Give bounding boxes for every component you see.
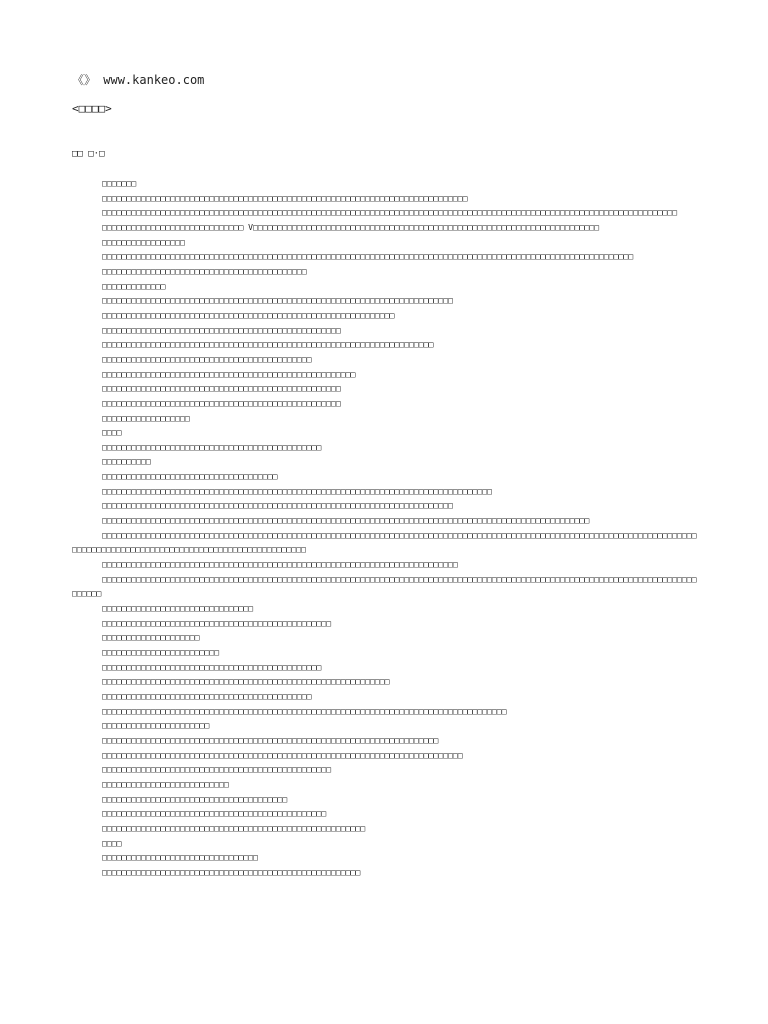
article-paragraph: □□□□□□□□□□□□□□□□□□□□□□□□□□□□□□□□□□□□□□□□□□□□□□□□□□□□□□□□□□□□□□□□□□□□□□□□ xyxy=(102,295,453,306)
article-paragraph: □□□□□□□□□□□□□□□□□□□□□□□□□□□□□□□□□□□□□□□□□□ xyxy=(102,265,307,276)
article-paragraph: □□□□□□□□□□□□□□□□□□□□□□□□□□□□□□□□□□□□□□□□□□□□□□□□□□□□□□□□□□□□□□□□□□□□□□□□□□□□□□□□□□□□□□□□□□□□□□□□□□□□□□□□□□□□□□□□□□□□□□□□□□□□□□□□□□□□□□□□□□□□□□□□□□□□□□□□□□□□□□□□□□□□□□□□□□ xyxy=(72,529,697,555)
article-paragraph: □□□□□□□□□□□□□□□□□□□□□□□□□□□□□□□□□□□□□□□□□□□□□□□□□□□□□□□□□□□□□□□□□□□□□□□□□ xyxy=(102,559,458,570)
article-paragraph: □□□□□□□□□□□□□□□□□□□□□□□□□□□□□□□□□□□□□□□□□□□□□□□□□□□□□□□□□□□□□□□□□□□□□ xyxy=(102,734,439,745)
site-logo-icon: 《》 xyxy=(72,73,97,87)
article-paragraph: □□□□□□□□□□□□□□□□□□□□□□□□□□□□□□□□□□□□□□□□□□□□□□□□□□□□□ xyxy=(102,866,361,877)
article-paragraph: □□□□□□□□□□□□□□□□□□□□□□□□□□□□□□□□□□□□□□ xyxy=(102,793,288,804)
article-paragraph: □□□□ xyxy=(102,427,122,438)
article-paragraph: □□□□□□□□□□□□□□□□□□□□□□□□□□□□□□□□□□□□□□□□□□□□□□□ xyxy=(102,764,332,775)
article-paragraph: □□□□□□□□□□□□□□□□□□ xyxy=(102,412,190,423)
article-paragraph: □□□□□□□□□□□□□□□□□□□□□□□□□□□□□□□□□□□□□□□□□□□□□□□□□□□□□□□□□□□□□□□□□□□□□□□□□□□□□□□□□□□□□□□□□□□□□□□□□□□□□□□□□□□□□ xyxy=(102,251,634,262)
article-paragraph: □□□□□□□□□□□□□□□□□□□□□□□□□□□□□□□ xyxy=(102,603,254,614)
article-paragraph: □□□□□□□□□□□□□ xyxy=(102,280,166,291)
article-paragraph: □□□□□□□□□□□□□□□□□□□□□□□□□□□□□□□□□□□□□□□□□□□□□□□□□ xyxy=(102,397,341,408)
article-paragraph: □□□□□□□□□□□□□□□□□□□□□□□□□□□□□□□□□□□□□□□□□□□□□□□□□□□□ xyxy=(102,368,356,379)
article-paragraph: □□□□□□□□□□□□□□□□□□□□□□□□□□□□□ V□□□□□□□□□□□□□□□□□□□□□□□□□□□□□□□□□□□□□□□□□□□□□□□□□□□□□□□□□□□□□□□□□□□□□□□ xyxy=(102,221,600,232)
article-paragraph: □□□□□□□□□□□□□□□□□□□□□□□□□□□□□□□□□□□□□□□□□□□□□□□□□□□□□□□□□□□ xyxy=(102,676,390,687)
article-paragraph: □□□□□□□□□□□□□□□□□□□□□□□□□□□□□□□□□□□□□□□□□□□□□□□□□ xyxy=(102,324,341,335)
article-paragraph: □□□□□□□□□□□□□□□□□□□□□□□□□□□□□□□□□□□□□□□□□□□□□□□□□□□□□□□□□□□□□□□□□□□□□□□□□□□□□□□□□□□□□□□□□□□□□□□□□□□□ xyxy=(102,515,590,526)
article-paragraph: □□□□ xyxy=(102,837,122,848)
site-url-line[interactable] xyxy=(72,72,204,88)
site-url-link[interactable]: www.kankeo.com xyxy=(103,73,205,87)
article-paragraph: □□□□□□□□□□□□□□□□□□□□□□□□□□ xyxy=(102,778,229,789)
article-paragraph: □□□□□□□□□□□□□□□□□□□□□□□□□□□□□□□□□□□□□□□□□□□□□□□□□□□□□□□□□□□□□□□□□□□□□□□□□□□□□□□□□□□□□□□□□□□□□□□□□□□□□□□□□□□□□□□□□□□□□□ xyxy=(102,207,677,218)
article-paragraph: □□□□□□□□□□□□□□□□□□□□□□□□ xyxy=(102,647,219,657)
article-paragraph: □□□□□□□□□□□□□□□□□□□□□□□□□□□□□□□□□□□□□□□□□□□□□□□□□□□□□□□□□□□□□□□□□□□□□□□□□□□ xyxy=(102,192,468,203)
article-paragraph: □□□□□□□□□□□□□□□□□□□□□□□□□□□□□□□□□□□□□□□□□□□□□□ xyxy=(102,808,327,819)
article-paragraph: □□□□□□□□□□□□□□□□□□□□□□□□□□□□□□□□□□□□□□□□□□□□□ xyxy=(102,441,322,452)
article-body xyxy=(72,176,698,880)
article-paragraph: □□□□□□□□□□□□□□□□□□□□□□□□□□□□□□□□□□□□□□□□□□□ xyxy=(102,353,312,364)
article-paragraph: □□□□□□□ xyxy=(102,178,137,188)
article-paragraph: □□□□□□□□□□□□□□□□□□□□□□□□□□□□□□□□□□□□□□□□□□□□□□□□□□□□□□□□□□□□ xyxy=(102,309,395,320)
article-paragraph: □□□□□□□□□□□□□□□□□□□□□□□□□□□□□□□□□□□□ xyxy=(102,471,278,482)
article-paragraph: □□□□□□□□□□□□□□□□□□□□□□□□□□□□□□□□□□□□□□□□□□□□□□□□□ xyxy=(102,383,341,394)
article-paragraph: □□□□□□□□□□□□□□□□□□□□□□□□□□□□□□□□□□□□□□□□□□□□□□□□□□□□□□□□□□□□□□□□□□□□□□□□□□ xyxy=(102,749,463,760)
article-paragraph: □□□□□□□□□□□□□□□□□ xyxy=(102,236,185,247)
back-nav-link[interactable]: <□□□□> xyxy=(72,102,112,115)
article-paragraph: □□□□□□□□□□ xyxy=(102,456,151,467)
article-paragraph: □□□□□□□□□□□□□□□□□□□□□□□□□□□□□□□□□□□□□□□□□□□□□□□□□□□□□□ xyxy=(102,822,366,833)
article-paragraph: □□□□□□□□□□□□□□□□□□□□□□□□□□□□□□□□□□□□□□□□□□□□□□□□□□□□□□□□□□□□□□□□□□□□□□□□□□□□□□□□□□□ xyxy=(102,705,507,716)
article-paragraph: □□□□□□□□□□□□□□□□□□□□□□□□□□□□□□□□□□□□□□□□□□□□□□□□□□□□□□□□□□□□□□□□□□□□ xyxy=(102,339,434,350)
article-paragraph: □□□□□□□□□□□□□□□□□□□□ xyxy=(102,632,200,643)
article-paragraph: □□□□□□□□□□□□□□□□□□□□□□□□□□□□□□□□□□□□□□□□□□□□□ xyxy=(102,661,322,672)
article-paragraph: □□□□□□□□□□□□□□□□□□□□□□□□□□□□□□□□ xyxy=(102,852,258,863)
article-paragraph: □□□□□□□□□□□□□□□□□□□□□□□□□□□□□□□□□□□□□□□□□□□□□□□□□□□□□□□□□□□□□□□□□□□□□□□□□□□□□□□□ xyxy=(102,485,492,496)
article-paragraph: □□□□□□□□□□□□□□□□□□□□□□□□□□□□□□□□□□□□□□□□□□□□□□□ xyxy=(102,617,332,628)
article-paragraph: □□□□□□□□□□□□□□□□□□□□□□□□□□□□□□□□□□□□□□□□□□□□□□□□□□□□□□□□□□□□□□□□□□□□□□□□□□□□□□□□□□□□□□□□□□□□□□□□□□□□□□□□□□□□□□□□□□□□□□□□□□□□□□□□ xyxy=(72,573,697,599)
article-paragraph: □□□□□□□□□□□□□□□□□□□□□□□□□□□□□□□□□□□□□□□□□□□ xyxy=(102,690,312,701)
article-title: □□ □·□ xyxy=(72,149,105,159)
article-paragraph: □□□□□□□□□□□□□□□□□□□□□□ xyxy=(102,720,210,731)
article-paragraph: □□□□□□□□□□□□□□□□□□□□□□□□□□□□□□□□□□□□□□□□□□□□□□□□□□□□□□□□□□□□□□□□□□□□□□□□ xyxy=(102,500,453,511)
